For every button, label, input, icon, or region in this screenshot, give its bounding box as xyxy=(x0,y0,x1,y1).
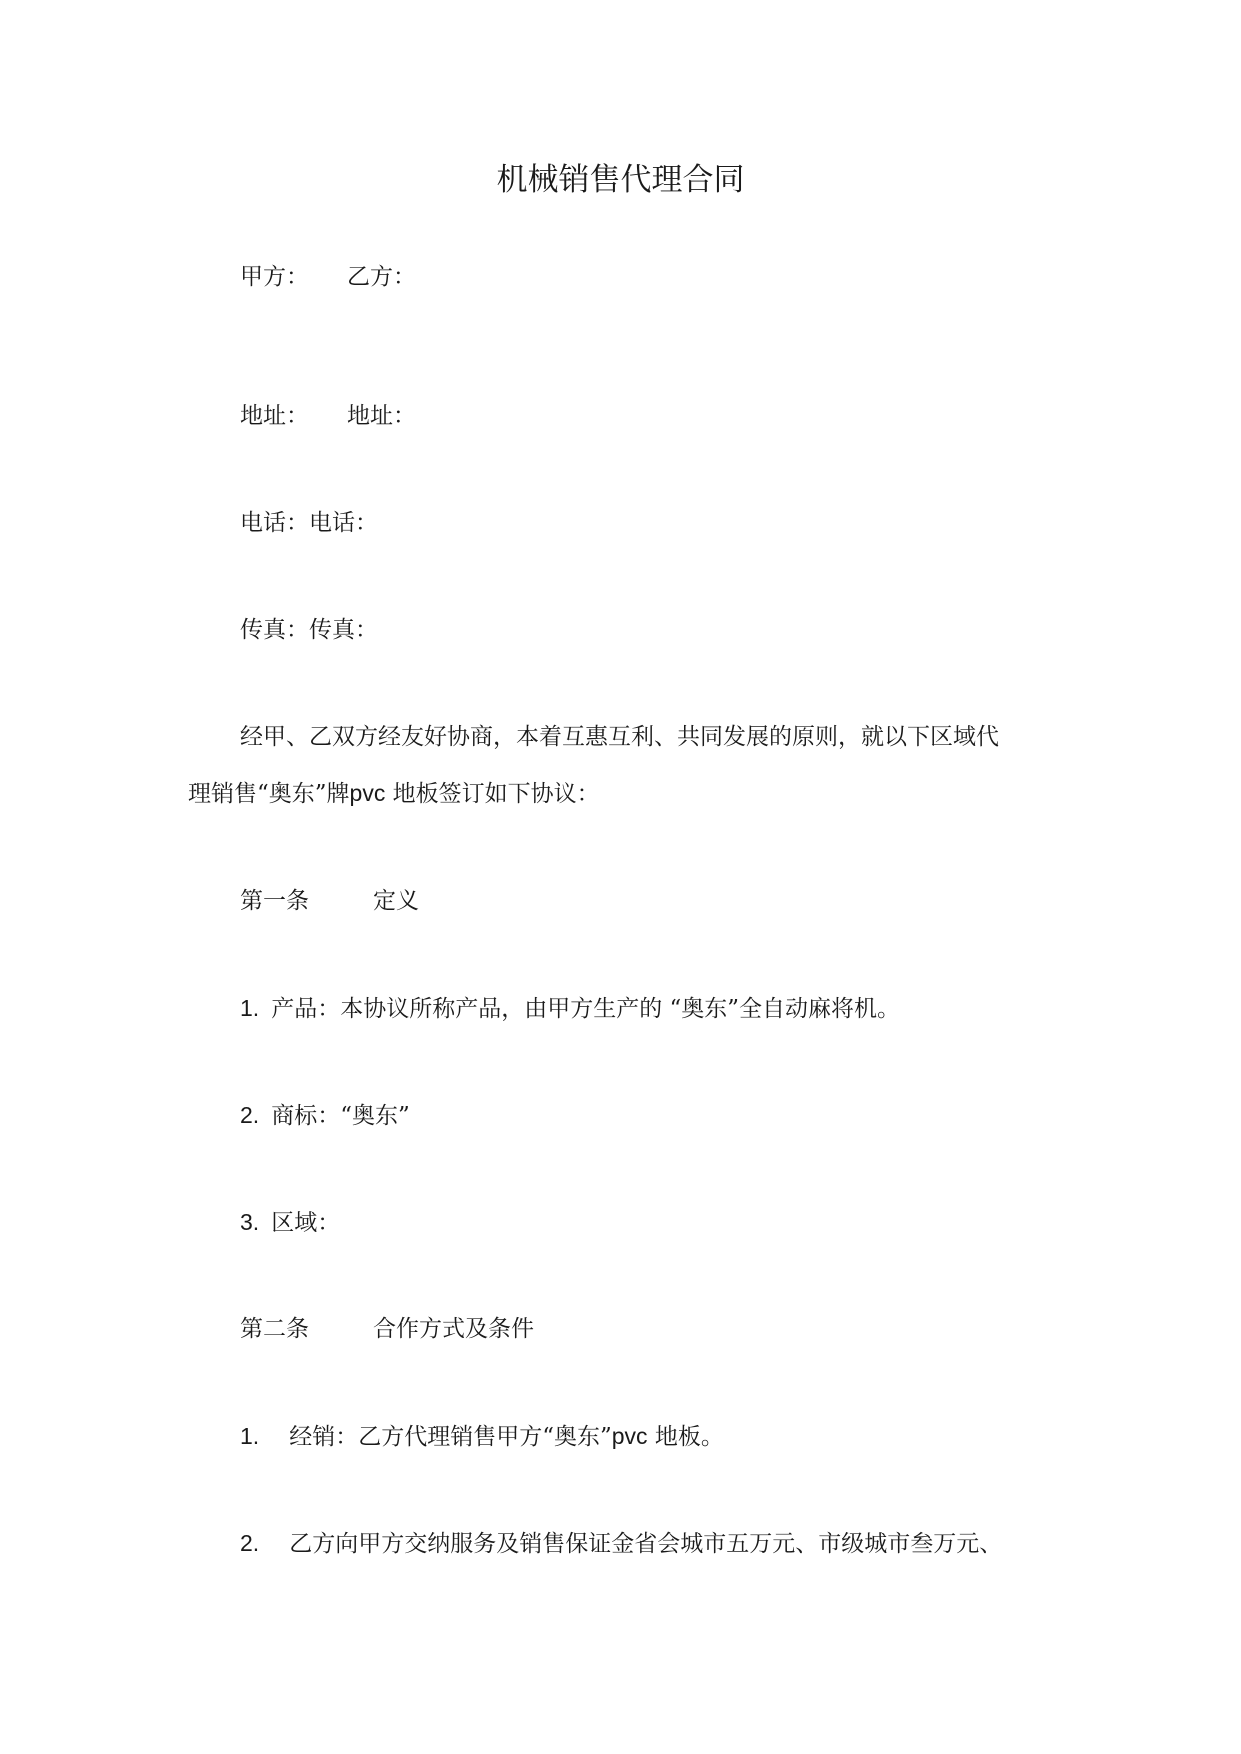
party-a-label: 甲方： xyxy=(240,264,309,290)
article-1-item-2 xyxy=(240,1100,410,1131)
article-2-heading: 第二条 xyxy=(240,1316,309,1342)
phone-line xyxy=(240,508,378,538)
article-2-title: 合作方式及条件 xyxy=(373,1316,534,1342)
article-2-item-1 xyxy=(240,1421,724,1452)
article-1-item-3-text: 区域： xyxy=(271,1210,341,1236)
article-1-item-3-number: 3. xyxy=(240,1209,260,1235)
article-1-item-2-text: 商标：“奥东” xyxy=(271,1103,410,1129)
intro-line-2 xyxy=(188,778,600,809)
address-line xyxy=(240,401,416,431)
article-1-heading: 第一条 xyxy=(240,888,309,914)
article-2-item-1-text-part1: 经销：乙方代理销售甲方“奥东” xyxy=(289,1424,612,1450)
phone-b-label: 电话： xyxy=(309,510,378,536)
document-title: 机械销售代理合同 xyxy=(496,162,745,198)
party-b-label: 乙方： xyxy=(347,264,416,290)
article-2-item-1-text-part2: 地板。 xyxy=(654,1424,724,1450)
article-1-item-3 xyxy=(240,1207,340,1238)
fax-line xyxy=(240,615,378,645)
article-2-item-2-text: 乙方向甲方交纳服务及销售保证金省会城市五万元、市级城市叁万元、 xyxy=(289,1531,1003,1557)
phone-a-label: 电话： xyxy=(240,510,309,536)
article-1-item-1 xyxy=(240,993,900,1024)
article-1-item-1-text: 产品：本协议所称产品，由甲方生产的 “奥东”全自动麻将机。 xyxy=(271,996,901,1022)
party-line xyxy=(240,262,416,292)
address-b-label: 地址： xyxy=(347,403,416,429)
article-2-item-1-number: 1. xyxy=(240,1423,260,1449)
intro-line-1: 经甲、乙双方经友好协商，本着互惠互利、共同发展的原则，就以下区域代 xyxy=(240,724,999,750)
article-2-item-1-latin: pvc xyxy=(611,1423,648,1449)
article-1-item-1-number: 1. xyxy=(240,995,260,1021)
intro-line-2-latin: pvc xyxy=(349,780,386,806)
article-1-heading-line xyxy=(240,886,419,916)
article-2-item-2 xyxy=(240,1528,1002,1559)
fax-b-label: 传真： xyxy=(309,617,378,643)
article-2-heading-line xyxy=(240,1314,534,1344)
intro-line-2-part2: 地板签订如下协议： xyxy=(392,781,600,807)
article-2-item-2-number: 2. xyxy=(240,1530,260,1556)
address-a-label: 地址： xyxy=(240,403,309,429)
article-1-item-2-number: 2. xyxy=(240,1102,260,1128)
article-1-title: 定义 xyxy=(373,888,419,914)
fax-a-label: 传真： xyxy=(240,617,309,643)
intro-line-2-part1: 理销售“奥东”牌 xyxy=(188,781,350,807)
